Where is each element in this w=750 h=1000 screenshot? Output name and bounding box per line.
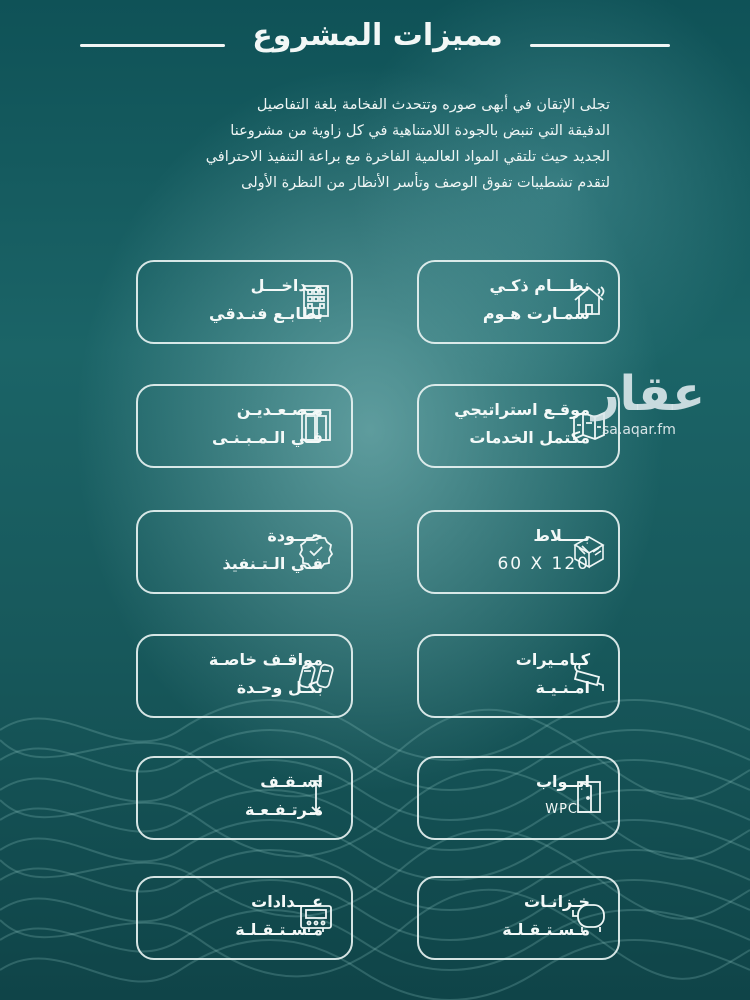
watermark-url: sa.aqar.fm: [602, 422, 676, 438]
feature-subtitle: فـي الـمـبـنـى: [211, 428, 323, 447]
feature-card-tiles: [417, 510, 620, 594]
feature-card-smart-home: [417, 260, 620, 344]
feature-subtitle: مـرتـفـعـة: [245, 800, 323, 819]
intro-line: الدقيقة التي تنبض بالجودة اللامتناهية في كل زاوية من مشروعنا: [230, 123, 610, 139]
intro-paragraph: [120, 92, 610, 196]
feature-card-elevators: [136, 384, 353, 468]
feature-card-quality: [136, 510, 353, 594]
intro-line: الجديد حيث تلتقي المواد العالمية الفاخرة مع براعة التنفيذ الاحترافي: [205, 149, 610, 165]
header-divider-left: [80, 44, 225, 47]
feature-title: مـداخـــل: [250, 276, 323, 295]
feature-title: بــــلاط: [533, 526, 590, 545]
feature-title: نظـــام ذكـي: [489, 276, 590, 295]
feature-card-entrances: [136, 260, 353, 344]
decorative-wave-pattern: [0, 670, 750, 1000]
feature-card-meters: [136, 876, 353, 960]
feature-subtitle: WPC: [545, 802, 578, 817]
feature-title: عـــدادات: [251, 892, 323, 911]
feature-subtitle: مكتمل الخدمات: [469, 428, 590, 447]
feature-subtitle: بطابـع فنـدقي: [209, 304, 323, 323]
feature-title: مواقـف خاصـة: [208, 650, 323, 669]
feature-card-tanks: [417, 876, 620, 960]
page-title: مميزات المشروع: [252, 18, 503, 53]
feature-title: خـزانـات: [524, 892, 590, 911]
intro-line: لتقدم تشطيبات تفوق الوصف وتأسر الأنظار من النظرة الأولى: [241, 175, 610, 191]
feature-card-parking: [136, 634, 353, 718]
feature-title: كـامـيرات: [515, 650, 590, 669]
feature-title: مـصـعـديـن: [236, 400, 323, 419]
aqar-watermark: [572, 366, 705, 446]
feature-subtitle: مـسـتـقـلـة: [235, 920, 323, 939]
feature-subtitle: فـي الـتـنفيذ: [222, 554, 323, 573]
feature-card-doors: [417, 756, 620, 840]
feature-subtitle: مـسـتـقـلـة: [502, 920, 590, 939]
feature-card-cameras: [417, 634, 620, 718]
feature-title: اسـقـف: [260, 772, 323, 791]
feature-subtitle: بكـل وحـدة: [236, 678, 323, 697]
intro-line: تجلى الإتقان في أبهى صوره وتتحدث الفخامة بلغة التفاصيل: [256, 97, 610, 113]
feature-subtitle: امـنـيـة: [535, 678, 590, 697]
header-divider-right: [530, 44, 670, 47]
feature-subtitle: سمـارت هـوم: [482, 304, 590, 323]
watermark-logo: عقار: [592, 366, 705, 422]
feature-title: جـــودة: [267, 526, 323, 545]
feature-title: ابــواب: [535, 772, 590, 791]
feature-title: موقـع استراتيجي: [454, 400, 590, 419]
header: [0, 18, 750, 62]
feature-subtitle: 60 X 120: [497, 554, 590, 574]
feature-card-ceilings: [136, 756, 353, 840]
